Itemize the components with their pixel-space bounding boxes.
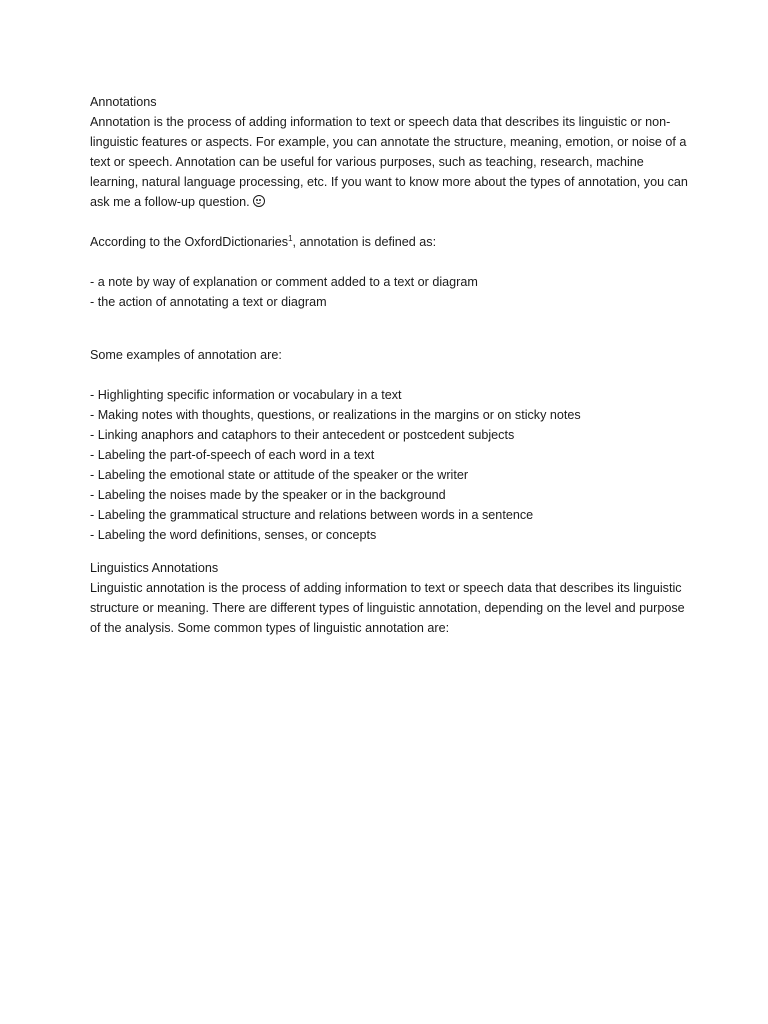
definitions-list — [90, 272, 690, 312]
example-item: - Labeling the grammatical structure and relations between words in a sentence — [90, 508, 534, 522]
intro-paragraph — [90, 112, 690, 212]
examples-list — [90, 385, 690, 545]
section-paragraph: Linguistic annotation is the process of adding information to text or speech data that describes its linguistic structure or meaning. There are different types of linguistic annotation, depending on the level and purpose of the analysis. Some common types of linguistic annotation are: — [90, 581, 685, 635]
example-item: - Labeling the word definitions, senses, or concepts — [90, 528, 377, 542]
section-heading: Linguistics Annotations — [90, 561, 219, 575]
definition-intro-after: , annotation is defined as: — [292, 235, 437, 249]
blank-line — [90, 325, 690, 345]
definition-item: - the action of annotating a text or diagram — [90, 295, 327, 309]
definition-intro — [90, 232, 690, 252]
example-item: - Linking anaphors and cataphors to their antecedent or postcedent subjects — [90, 428, 515, 442]
definition-item: - a note by way of explanation or comment added to a text or diagram — [90, 275, 478, 289]
footnote-marker[interactable]: 1 — [288, 233, 293, 243]
blank-line — [90, 212, 690, 232]
document-page — [90, 92, 690, 638]
examples-intro: Some examples of annotation are: — [90, 348, 282, 362]
example-item: - Making notes with thoughts, questions, or realizations in the margins or on sticky notes — [90, 408, 581, 422]
definition-intro-before: According to the OxfordDictionaries — [90, 235, 289, 249]
document-title: Annotations — [90, 95, 157, 109]
intro-text: Annotation is the process of adding information to text or speech data that describes its linguistic or non-linguistic features or aspects. For example, you can annotate the structure, meaning, emotion, or noise of a text or speech. Annotation can be useful for various purposes, such as teaching, research, machine learning, natural language processing, etc. If you want to know more about the types of annotation, you can ask me a follow-up question. — [90, 115, 688, 209]
example-item: - Labeling the emotional state or attitude of the speaker or the writer — [90, 468, 469, 482]
example-item: - Highlighting specific information or vocabulary in a text — [90, 388, 402, 402]
smiling-face-icon — [253, 195, 265, 207]
example-item: - Labeling the noises made by the speaker or in the background — [90, 488, 446, 502]
blank-line — [90, 365, 690, 385]
example-item: - Labeling the part-of-speech of each word in a text — [90, 448, 375, 462]
blank-line — [90, 252, 690, 272]
